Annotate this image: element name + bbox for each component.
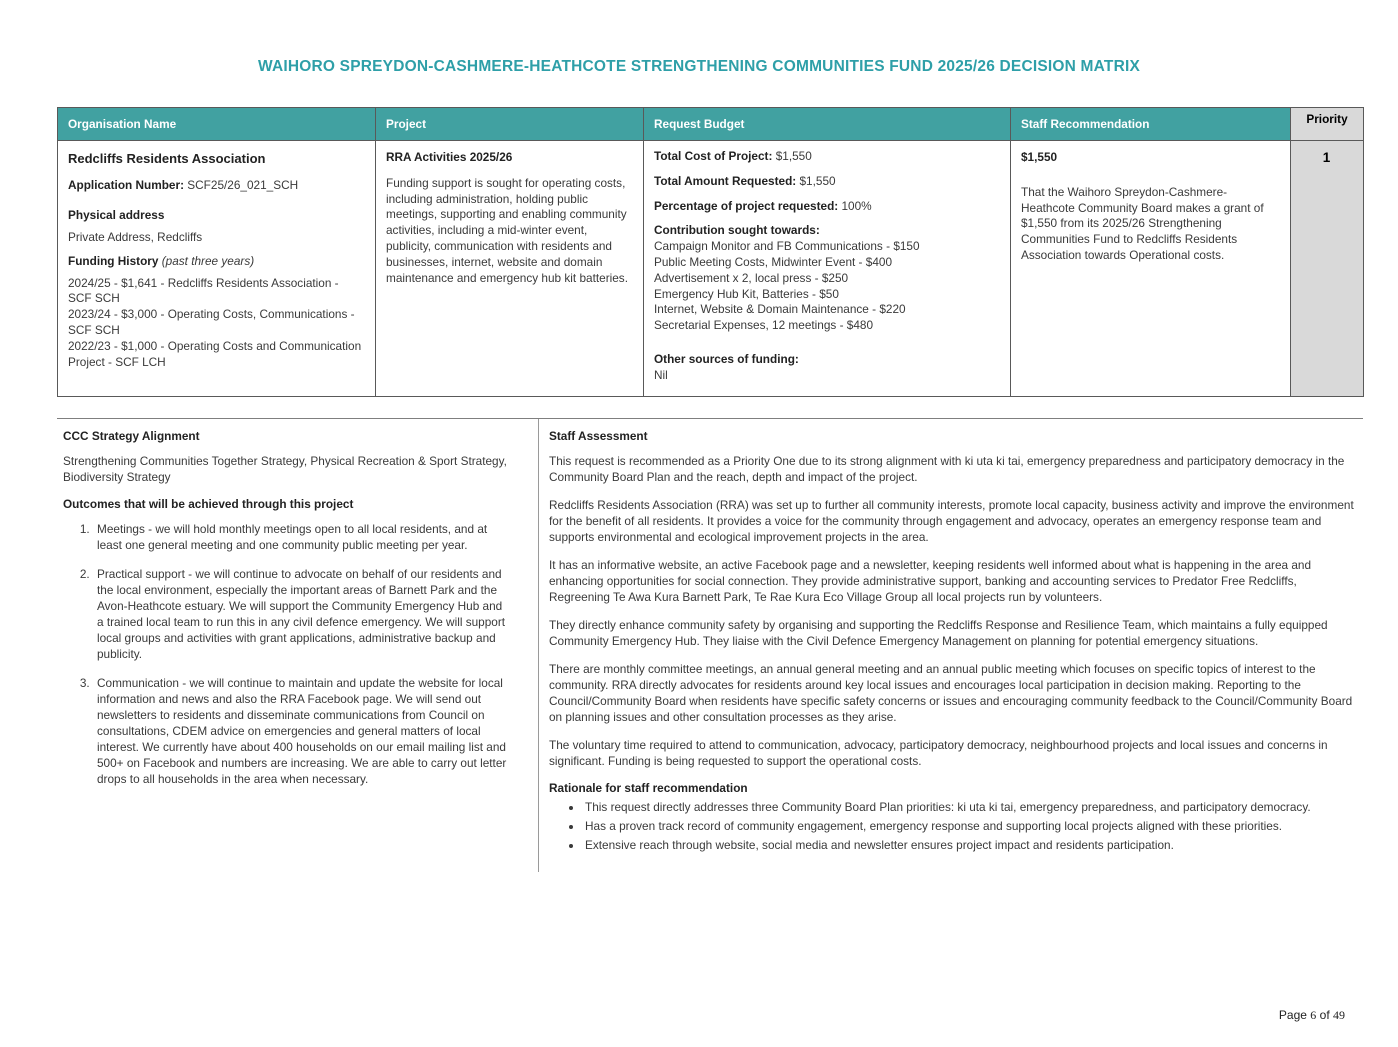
- outcome-item: 1. Meetings - we will hold monthly meetings open to all local residents, and at least one general meeting and one community public meeting per year.: [93, 521, 512, 553]
- table-header-row: [58, 108, 1364, 141]
- total-cost-value: $1,550: [775, 149, 812, 163]
- percentage-line: [654, 199, 999, 215]
- total-requested-line: [654, 174, 999, 190]
- other-sources-block: [654, 352, 999, 384]
- physical-address-value: Private Address, Redcliffs: [68, 230, 203, 244]
- contribution-item: Internet, Website & Domain Maintenance - $220: [654, 302, 906, 317]
- page-number: 6: [1310, 1008, 1317, 1022]
- contribution-item: Campaign Monitor and FB Communications - $150: [654, 239, 920, 254]
- recommendation-text: That the Waihoro Spreydon-Cashmere-Heathcote Community Board makes a grant of $1,550 from its 2025/26 Strengthening Communities Fund to Redcliffs Residents Association towards Operational costs.: [1021, 184, 1264, 262]
- rationale-list: [549, 799, 1357, 854]
- funding-history-entry: 2024/25 - $1,641 - Redcliffs Residents Association - SCF SCH: [68, 275, 339, 306]
- total-pages: 49: [1333, 1008, 1345, 1022]
- page-label: Page: [1278, 1008, 1307, 1022]
- header-priority: Priority: [1291, 108, 1364, 141]
- rationale-heading: Rationale for staff recommendation: [549, 781, 748, 796]
- assessment-paragraph: The voluntary time required to attend to communication, advocacy, participatory democracy, neighbourhood projects and local issues and concerns in significant. Funding is being requested to support the operational costs.: [549, 738, 1328, 769]
- header-project: Project: [376, 108, 644, 141]
- contribution-item: Advertisement x 2, local press - $250: [654, 270, 849, 285]
- contribution-label: Contribution sought towards:: [654, 223, 820, 238]
- of-label: of: [1319, 1008, 1330, 1022]
- project-description: Funding support is sought for operating costs, including administration, holding public meetings, supporting and enabling community activities, including a mid-winter event, publicity, communication with residents and businesses, internet, website and domain maintenance and emergency hub kit batteries.: [386, 175, 628, 285]
- project-title: RRA Activities 2025/26: [386, 150, 513, 164]
- page-title: WAIHORO SPREYDON-CASHMERE-HEATHCOTE STRENGTHENING COMMUNITIES FUND 2025/26 DECISION MATRIX: [257, 58, 1141, 75]
- funding-history-label: Funding History: [68, 253, 159, 268]
- priority-cell: 1: [1291, 141, 1364, 397]
- request-budget-cell: [644, 141, 1011, 397]
- ccc-strategies-text: Strengthening Communities Together Strategy, Physical Recreation & Sport Strategy, Biodiversity Strategy: [63, 453, 507, 484]
- rationale-bullet: • This request directly addresses three Community Board Plan priorities: ki uta ki tai, emergency preparedness, and participatory democracy.: [583, 799, 1357, 816]
- contribution-item: Emergency Hub Kit, Batteries - $50: [654, 286, 839, 301]
- assessment-paragraph: It has an informative website, an active Facebook page and a newsletter, keeping residents well informed about what is happening in the area and enhancing opportunities for social connection. They provide administrative support, banking and accounting services to Predator Free Redcliffs, Regreening Te Awa Kura Barnett Park, Te Rae Kura Eco Village Group all local projects run by volunteers.: [549, 557, 1312, 604]
- percentage-value: 100%: [841, 198, 872, 213]
- funding-history-entry: 2023/24 - $3,000 - Operating Costs, Communications - SCF SCH: [68, 307, 355, 337]
- rationale-bullet: • Has a proven track record of community engagement, emergency response and supporting local projects aligned with these priorities.: [583, 818, 1357, 835]
- assessment-section: [57, 418, 1363, 873]
- funding-history-entry: 2022/23 - $1,000 - Operating Costs and Communication Project - SCF LCH: [68, 338, 362, 369]
- page-number-footer: [1279, 1008, 1345, 1023]
- rationale-bullet: • Extensive reach through website, social media and newsletter ensures project impact and residents participation.: [583, 837, 1357, 854]
- table-row: [58, 141, 1364, 397]
- funding-history-note: (past three years): [161, 253, 255, 268]
- total-requested-value: $1,550: [799, 173, 836, 188]
- staff-assessment-column: [538, 419, 1363, 873]
- ccc-strategy-column: [57, 419, 538, 873]
- outcome-item: 3. Communication - we will continue to maintain and update the website for local information and news and also the RRA Facebook page. We will send out newsletters to residents and disseminate communications from Council on consultations, CDEM advice on emergencies and general matters of local interest. We currently have about 400 households on our email mailing list and 500+ on Facebook and numbers are increasing. We are able to carry out letter drops to all households in the area when necessary.: [93, 675, 512, 787]
- other-sources-value: Nil: [654, 367, 668, 382]
- other-sources-label: Other sources of funding:: [654, 351, 799, 366]
- project-cell: [376, 141, 644, 397]
- funding-history-heading: [68, 254, 364, 270]
- header-request-budget: Request Budget: [644, 108, 1011, 141]
- ccc-strategy-heading: CCC Strategy Alignment: [63, 428, 200, 443]
- contribution-item: Public Meeting Costs, Midwinter Event - $400: [654, 254, 893, 269]
- decision-matrix-table: [57, 107, 1364, 397]
- total-cost-label: Total Cost of Project:: [654, 149, 773, 163]
- staff-recommendation-cell: [1011, 141, 1291, 397]
- percentage-label: Percentage of project requested:: [654, 198, 839, 213]
- application-number-line: [68, 178, 364, 194]
- header-staff-recommendation: Staff Recommendation: [1011, 108, 1291, 141]
- organisation-name: Redcliffs Residents Association: [68, 151, 266, 166]
- application-number-value: SCF25/26_021_SCH: [187, 178, 299, 193]
- outcomes-list: [63, 521, 512, 787]
- assessment-paragraph: There are monthly committee meetings, an annual general meeting and an annual public meeting which focuses on specific topics of interest to the community. RRA directly advocates for residents around key local issues and encourages local participation in decision making. Reporting to the Council/Community Board when residents have specific safety concerns or issues and encouraging community feedback to the Council/Community Board on planning issues and other consultation processes as they arise.: [549, 661, 1353, 724]
- contribution-item: Secretarial Expenses, 12 meetings - $480: [654, 318, 874, 333]
- recommendation-amount: $1,550: [1021, 150, 1058, 164]
- outcomes-heading: Outcomes that will be achieved through this project: [63, 496, 354, 511]
- application-number-label: Application Number:: [68, 178, 185, 193]
- outcome-item: 2. Practical support - we will continue to advocate on behalf of our residents and the local environment, especially the important areas of Barnett Park and the Avon-Heathcote estuary. We will support the Community Emergency Hub and a trained local team to run this in any civil defence emergency. We will support local groups and activities with grant applications, administrative backup and publicity.: [93, 566, 512, 662]
- total-requested-label: Total Amount Requested:: [654, 173, 797, 188]
- assessment-paragraph: They directly enhance community safety by organising and supporting the Redcliffs Response and Resilience Team, which maintains a fully equipped Community Emergency Hub. They liaise with the Civil Defence Emergency Management on planning for potential emergency situations.: [549, 617, 1328, 648]
- assessment-paragraph: This request is recommended as a Priority One due to its strong alignment with ki uta ki tai, emergency preparedness and participatory democracy in the Community Board Plan and the reach, depth and impact of the project.: [549, 453, 1345, 484]
- header-organisation-name: Organisation Name: [58, 108, 376, 141]
- total-cost-line: [654, 149, 999, 165]
- staff-assessment-heading: Staff Assessment: [549, 428, 648, 443]
- organisation-cell: [58, 141, 376, 397]
- assessment-paragraph: Redcliffs Residents Association (RRA) was set up to further all community interests, promote local capacity, business activity and improve the environment for the benefit of all residents. It provides a voice for the community through engagement and advocacy, operates an emergency response team and supports environmental and ecological improvement projects in the area.: [549, 497, 1354, 544]
- physical-address-label: Physical address: [68, 208, 165, 223]
